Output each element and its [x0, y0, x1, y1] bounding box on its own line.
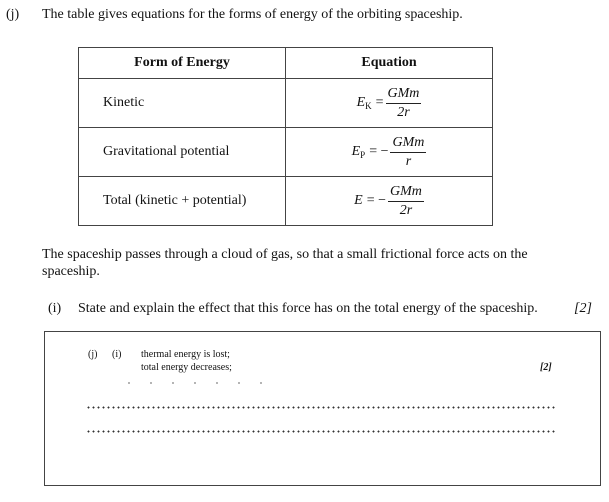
- header-form-of-energy: Form of Energy: [79, 48, 286, 79]
- formula-denominator: 2r: [399, 202, 413, 218]
- faint-scan-marks: [118, 381, 268, 385]
- formula-numerator: GMm: [389, 183, 422, 199]
- formula-lhs: [357, 95, 372, 111]
- subquestion-marks: [2]: [574, 301, 592, 316]
- table-row: [79, 79, 493, 128]
- table-row: [79, 177, 493, 226]
- equation-total: [286, 177, 493, 226]
- answer-line-2: total energy decreases;: [141, 362, 232, 373]
- answer-subpart-label: (i): [112, 349, 122, 360]
- answer-line-1: thermal energy is lost;: [141, 349, 230, 360]
- question-intro: The table gives equations for the forms of energy of the orbiting spaceship.: [42, 7, 463, 22]
- formula-denominator: 2r: [397, 104, 410, 120]
- formula: [354, 183, 424, 220]
- subquestion-text: State and explain the effect that this force has on the total energy of the spaceship.: [78, 301, 538, 316]
- formula-symbol: E: [351, 144, 361, 159]
- formula: [352, 134, 427, 171]
- scenario-paragraph: The spaceship passes through a cloud of gas, so that a small frictional force acts on the spaceship.: [42, 247, 528, 279]
- form-gravitational-potential: Gravitational potential: [79, 128, 286, 177]
- header-equation: Equation: [286, 48, 493, 79]
- formula-numerator: GMm: [387, 85, 420, 101]
- formula-lhs: [354, 193, 363, 209]
- equation-kinetic: [286, 79, 493, 128]
- formula-denominator: r: [405, 153, 412, 169]
- formula-fraction: [388, 183, 424, 220]
- formula-fraction: [386, 85, 422, 122]
- equation-gravitational-potential: [286, 128, 493, 177]
- answer-dotted-line-1[interactable]: [86, 406, 556, 409]
- formula-sign: = −: [369, 144, 389, 159]
- form-total: Total (kinetic + potential): [79, 177, 286, 226]
- energy-table: [78, 47, 493, 226]
- form-kinetic: Kinetic: [79, 79, 286, 128]
- formula-sign: =: [375, 95, 384, 110]
- formula-fraction: [390, 134, 426, 171]
- formula-symbol: E: [354, 193, 363, 208]
- formula-sign: = −: [366, 193, 386, 208]
- formula: [357, 85, 422, 122]
- table-header-row: [79, 48, 493, 79]
- question-label: (j): [6, 7, 20, 22]
- answer-dotted-line-2[interactable]: [86, 430, 556, 433]
- subquestion-number: (i): [48, 301, 62, 316]
- formula-subscript: P: [360, 150, 366, 160]
- formula-numerator: GMm: [392, 134, 425, 150]
- table-row: [79, 128, 493, 177]
- formula-subscript: K: [365, 101, 372, 111]
- answer-part-label: (j): [88, 349, 98, 360]
- answer-marks: [2]: [540, 362, 552, 373]
- formula-symbol: E: [356, 95, 366, 110]
- formula-lhs: [352, 144, 366, 160]
